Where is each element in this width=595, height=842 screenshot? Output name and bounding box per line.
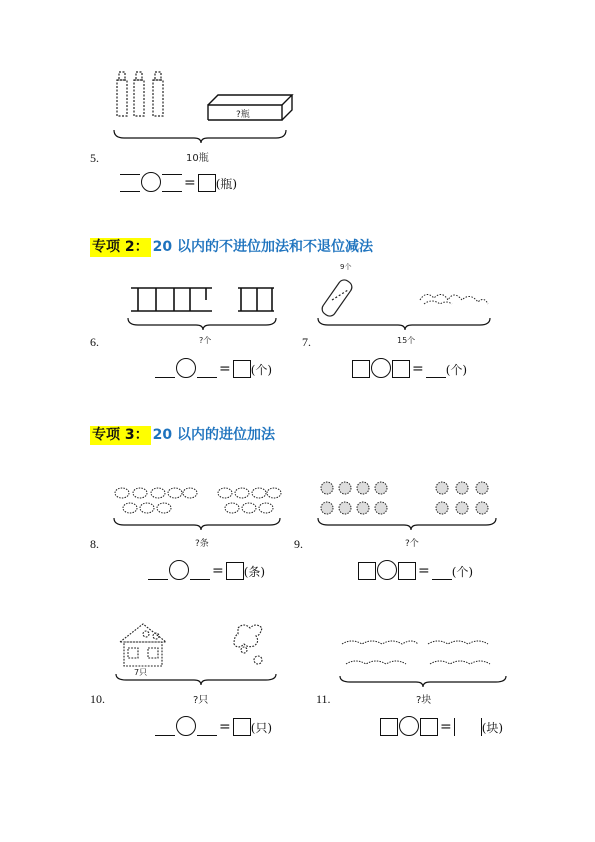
blank-operand-1[interactable]	[155, 718, 175, 736]
problem-5-total: 10瓶	[186, 153, 209, 164]
problem-8-number: 8.	[90, 537, 99, 551]
equals-sign: =	[212, 563, 224, 579]
equals-sign: =	[412, 361, 424, 377]
section-tag: 专项 3：	[92, 427, 149, 443]
equals-sign: =	[418, 563, 430, 579]
problem-7-total: 15个	[397, 336, 416, 345]
blank-answer[interactable]	[233, 718, 251, 736]
problem-5-number: 5.	[90, 151, 99, 165]
problem-7-number: 7.	[302, 335, 311, 349]
problem-9-total: ?个	[405, 539, 419, 549]
equals-sign: =	[219, 719, 231, 735]
unit-label: (个)	[445, 363, 468, 377]
blank-operator[interactable]	[176, 716, 196, 736]
equals-sign: =	[219, 361, 231, 377]
blank-operator[interactable]	[399, 716, 419, 736]
problem-6-number: 6.	[90, 335, 99, 349]
equation-10	[155, 714, 272, 736]
problem-10-number: 10.	[90, 692, 105, 706]
blank-operand-1[interactable]	[380, 718, 398, 736]
unit-label: (只)	[250, 721, 273, 735]
blank-answer[interactable]	[454, 718, 482, 736]
unit-label: (个)	[250, 363, 273, 377]
blank-operand-2[interactable]	[420, 718, 438, 736]
box-hidden-label: ?瓶	[236, 110, 250, 120]
equals-sign: =	[440, 719, 452, 735]
equals-sign: =	[184, 175, 196, 191]
section-tag: 专项 2：	[92, 239, 149, 255]
unit-label: (块)	[481, 721, 504, 735]
section-title: 20 以内的进位加法	[152, 427, 275, 443]
problem-10-total: ?只	[193, 695, 209, 706]
section-title: 20 以内的不进位加法和不退位减法	[152, 239, 373, 255]
problem-11-total: ?块	[416, 695, 432, 706]
blank-operand-2[interactable]	[197, 718, 217, 736]
problem-6-total: ?个	[199, 336, 212, 345]
unit-label: (瓶)	[215, 177, 238, 191]
equation-11	[380, 714, 503, 736]
unit-label: (个)	[451, 565, 474, 579]
problem-7-top-label: 9个	[340, 263, 352, 271]
unit-label: (条)	[243, 565, 266, 579]
problem-8-total: ?条	[195, 539, 209, 549]
problem-10-hidden: 7只	[134, 668, 148, 677]
problem-9-number: 9.	[294, 537, 303, 551]
problem-11-number: 11.	[316, 692, 331, 706]
